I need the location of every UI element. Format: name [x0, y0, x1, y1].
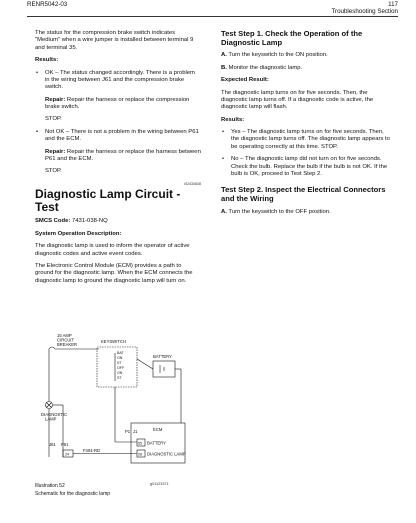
breaker-label-1: 15 AMP — [57, 333, 72, 338]
step2-a — [221, 209, 393, 216]
switch-pos-4: OFF — [117, 366, 125, 370]
schematic-diagram — [35, 329, 187, 477]
connector-p1: P1 — [125, 429, 131, 434]
right-column — [221, 30, 393, 221]
expected-result-heading: Expected Result: — [221, 77, 269, 84]
step1-a — [221, 52, 393, 59]
ok-repair — [35, 97, 201, 112]
connector-j1: J1 — [133, 429, 138, 434]
step1-b — [221, 65, 393, 72]
page-number: 117 — [388, 1, 398, 8]
step2-title: Test Step 2. Inspect the Electrical Connectors and the Wiring — [221, 185, 386, 204]
step1-a-text: Turn the keyswitch to the ON position. — [226, 52, 328, 59]
illustration-caption: Schematic for the diagnostic lamp — [35, 491, 111, 497]
step1-b-text: Monitor the diagnostic lamp. — [226, 64, 303, 71]
result-yes: • Yes – The diagnostic lamp turns on for five seconds. Then, the diagnostic lamp turns off. The diagnostic lamp appears to be operating correctly at this time. STOP. — [221, 129, 393, 151]
keyswitch-label: KEYSWITCH — [101, 339, 126, 344]
section-title: Diagnostic Lamp Circuit - Test — [35, 187, 181, 215]
step1-b-label: B. — [221, 64, 227, 71]
switch-pos-3: ST — [117, 361, 122, 365]
document-id: RENR5042-03 — [27, 1, 68, 8]
pin-28-number: 28 — [138, 452, 142, 457]
intro-paragraph: The status for the compression brake switch indicates "Medium" when a wire jumper is installed between terminal 9 and terminal 35. — [35, 30, 194, 51]
image-id: i02430838 — [184, 181, 201, 186]
lamp-label-2: LAMP — [45, 416, 57, 422]
schematic-svg — [35, 329, 187, 477]
switch-pos-5: ON — [117, 371, 123, 375]
breaker-symbol — [49, 347, 55, 349]
notok-stop: STOP. — [45, 168, 62, 175]
wire-battery — [137, 359, 153, 369]
result-not-ok: • Not OK – There is not a problem in the wiring between P61 and the ECM. — [35, 129, 201, 144]
system-operation-paragraph-2: The Electronic Control Module (ECM) provides a path to ground for the diagnostic lamp. When the ECM connects the diagnostic lamp to ground the diagnostic lamp will turn on. — [35, 262, 193, 284]
smcs-value: 7431-038-NQ — [70, 218, 108, 225]
breaker-label-3: BREAKER — [57, 342, 78, 347]
ok-repair-text: Repair the harness or replace the compression brake switch. — [45, 96, 190, 110]
switch-pos-6: ST — [117, 376, 122, 380]
illustration-number: Illustration 52 — [35, 483, 65, 489]
pin-65-label: BATTERY — [147, 440, 166, 446]
lamp-label-1: DIAGNOSTIC — [41, 412, 68, 417]
notok-repair-label: Repair: — [45, 148, 66, 155]
section-name: Troubleshooting Section — [331, 8, 398, 16]
step1-a-label: A. — [221, 52, 227, 59]
step1-title: Test Step 1. Check the Operation of the Diagnostic Lamp — [221, 29, 363, 47]
results-heading: Results: — [35, 57, 59, 64]
ok-stop: STOP. — [45, 116, 62, 123]
wire-label: F404-RD — [83, 448, 100, 453]
caption-image-id: g01123371 — [150, 482, 169, 486]
notok-repair-text: Repair the harness or replace the harness between P61 and the ECM. — [45, 148, 201, 162]
breaker-label-2: CIRCUIT — [57, 337, 74, 343]
system-operation-heading: System Operation Description: — [35, 230, 122, 237]
smcs-code — [35, 218, 201, 225]
step2-a-label: A. — [221, 208, 227, 215]
notok-repair — [35, 149, 201, 164]
results-heading-right: Results: — [221, 116, 245, 123]
pin-24-number: 24 — [65, 452, 69, 457]
expected-result-text: The diagnostic lamp turns on for five seconds. Then, the diagnostic lamp turns off. If a diagnostic code is active, the diagnostic lamp will flash. — [221, 89, 374, 111]
connector-p61: P61 — [61, 442, 69, 447]
left-column — [35, 30, 201, 290]
ecm-label: ECM — [153, 427, 163, 432]
result-ok: • OK – The status changed accordingly. There is a problem in the wiring between J61 and the compression brake switch. — [35, 70, 201, 92]
switch-pos-1: BAT — [117, 351, 124, 355]
smcs-label: SMCS Code: — [35, 218, 71, 225]
system-operation-paragraph-1: The diagnostic lamp is used to inform the operator of active diagnostic codes and active event codes. — [35, 243, 190, 257]
step2-a-text: Turn the keyswitch to the OFF position. — [226, 208, 331, 215]
pin-65-number: 65 — [138, 441, 142, 446]
result-no: • No – The diagnostic lamp did not turn on for five seconds. Check the bulb. Replace the bulb if the bulb is not OK. If the bulb is OK, proceed to Test Step 2. — [221, 156, 393, 178]
page-header-right — [331, 1, 398, 16]
battery-label: BATTERY — [153, 354, 172, 359]
switch-pos-2: ON — [117, 356, 123, 360]
header-rule — [27, 16, 398, 17]
connector-j61: J61 — [49, 442, 56, 447]
ok-repair-label: Repair: — [45, 96, 66, 103]
pin-28-label: DIAGNOSTIC LAMP — [147, 451, 186, 457]
